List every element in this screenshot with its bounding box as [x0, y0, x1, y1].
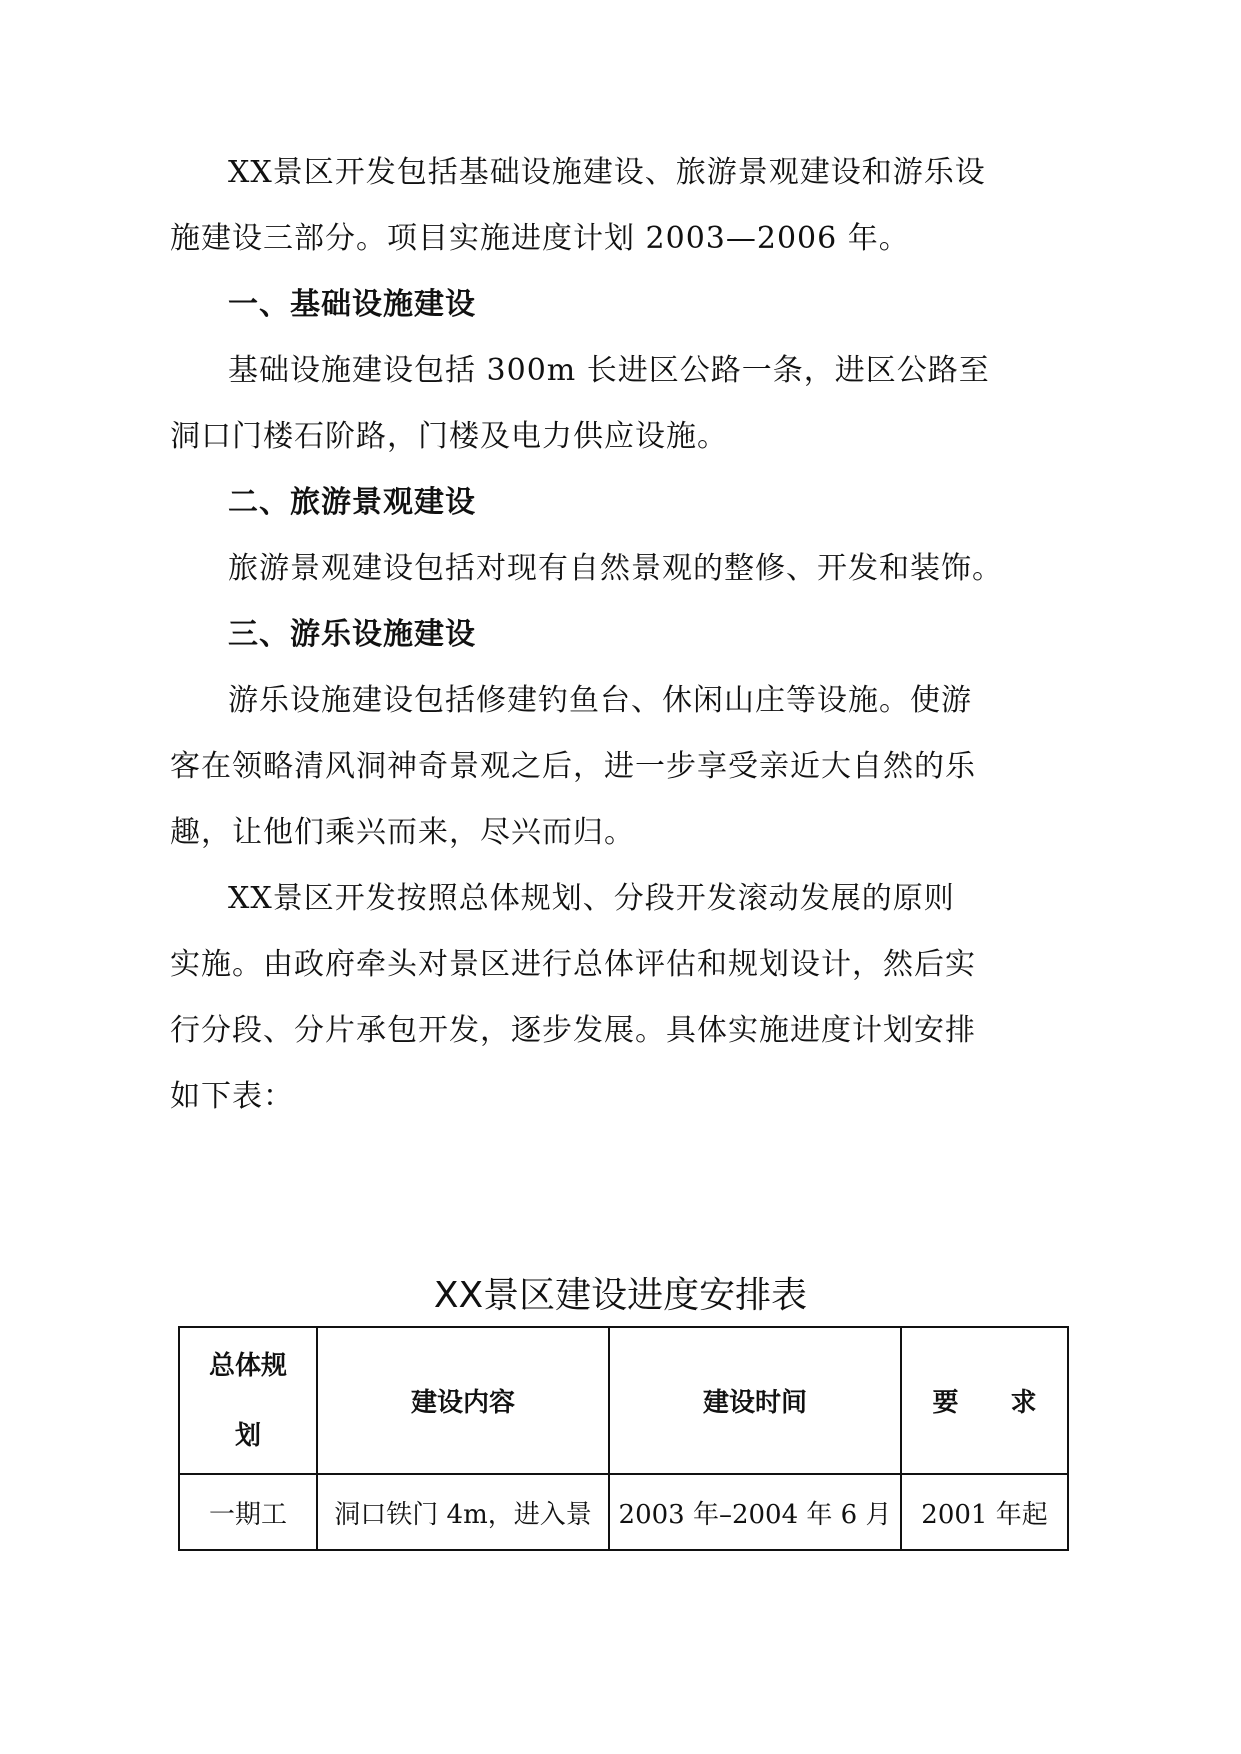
section-heading-recreation: 三、游乐设施建设: [228, 617, 476, 652]
cell-requirement: 2001 年起: [901, 1474, 1068, 1550]
section-heading-infrastructure: 一、基础设施建设: [228, 287, 476, 322]
infrastructure-paragraph-line-2: 洞口门楼石阶路，门楼及电力供应设施。: [170, 419, 728, 454]
plan-paragraph-line-4: 如下表：: [170, 1079, 294, 1114]
recreation-paragraph-line-2: 客在领略清风洞神奇景观之后，进一步享受亲近大自然的乐: [170, 749, 976, 784]
recreation-paragraph-line-1: 游乐设施建设包括修建钓鱼台、休闲山庄等设施。使游: [228, 683, 972, 718]
header-requirements: 要 求: [901, 1327, 1068, 1474]
cell-phase: 一期工: [179, 1474, 317, 1550]
plan-paragraph-line-2: 实施。由政府牵头对景区进行总体评估和规划设计，然后实: [170, 947, 976, 982]
infrastructure-paragraph-line-1: 基础设施建设包括 300m 长进区公路一条，进区公路至: [228, 353, 990, 388]
header-overall-plan-line-1: 总体规: [208, 1350, 287, 1381]
section-heading-scenery: 二、旅游景观建设: [228, 485, 476, 520]
table-title: XX景区建设进度安排表: [433, 1275, 808, 1316]
header-overall-plan-line-2: 划: [234, 1420, 261, 1451]
plan-paragraph-line-3: 行分段、分片承包开发，逐步发展。具体实施进度计划安排: [170, 1013, 976, 1048]
intro-paragraph-line-1: XX景区开发包括基础设施建设、旅游景观建设和游乐设: [228, 155, 986, 190]
header-construction-content: 建设内容: [317, 1327, 609, 1474]
scenery-paragraph-line-1: 旅游景观建设包括对现有自然景观的整修、开发和装饰。: [228, 551, 1003, 586]
cell-time: 2003 年–2004 年 6 月: [609, 1474, 901, 1550]
intro-paragraph-line-2: 施建设三部分。项目实施进度计划 2003—2006 年。: [170, 221, 910, 256]
plan-paragraph-line-1: XX景区开发按照总体规划、分段开发滚动发展的原则: [228, 881, 955, 916]
recreation-paragraph-line-3: 趣，让他们乘兴而来，尽兴而归。: [170, 815, 635, 850]
header-construction-time: 建设时间: [609, 1327, 901, 1474]
schedule-table: [178, 1326, 1069, 1551]
table-row: [179, 1474, 1068, 1550]
cell-content: 洞口铁门 4m，进入景: [317, 1474, 609, 1550]
header-overall-plan: [179, 1327, 317, 1474]
table-header-row: [179, 1327, 1068, 1474]
